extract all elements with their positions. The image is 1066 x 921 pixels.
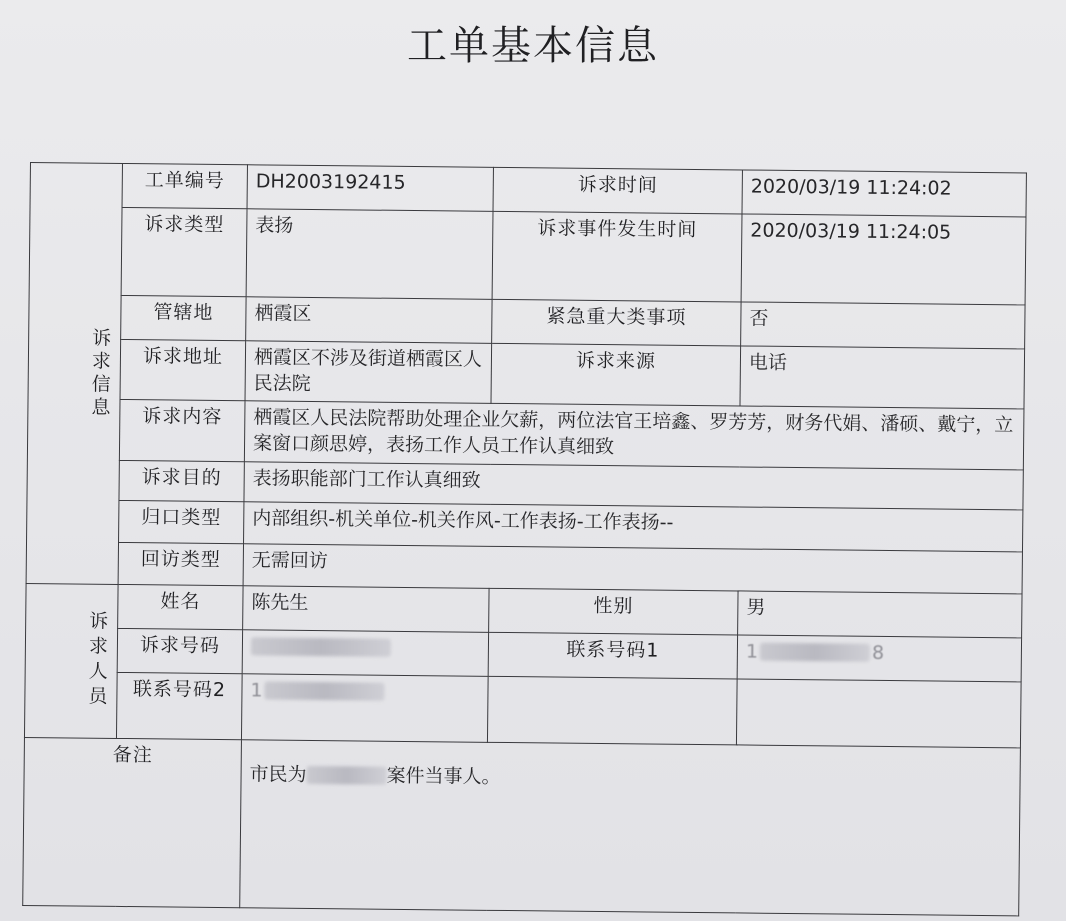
contact1-label: 联系号码1 (488, 632, 737, 679)
gender-label: 性别 (489, 588, 738, 635)
name-label: 姓名 (118, 584, 243, 629)
contact2-label: 联系号码2 (116, 672, 242, 739)
redacted-phone (251, 637, 391, 656)
section-requester: 诉求人员 (24, 583, 118, 738)
request-type-label: 诉求类型 (121, 207, 247, 296)
request-time-value: 2020/03/19 11:24:02 (742, 170, 1026, 217)
purpose-label: 诉求目的 (119, 460, 244, 501)
empty-cell (736, 678, 1021, 747)
jurisdiction-value: 栖霞区 (246, 297, 492, 344)
category-value: 内部组织-机关单位-机关作风-工作表扬-工作表扬-- (244, 501, 1023, 551)
address-label: 诉求地址 (120, 339, 246, 401)
urgent-value: 否 (741, 302, 1025, 349)
contact1-first-digit: 1 (745, 640, 759, 663)
event-time-value: 2020/03/19 11:24:05 (741, 214, 1026, 305)
remark-prefix: 市民为 (249, 762, 307, 786)
redacted-name (307, 766, 387, 785)
redacted-phone (264, 682, 384, 701)
work-order-table (22, 162, 1027, 916)
document-title: 工单基本信息 (407, 23, 659, 69)
source-value: 电话 (740, 346, 1025, 409)
event-time-label: 诉求事件发生时间 (492, 211, 742, 302)
order-no-value: DH2003192415 (247, 165, 493, 212)
redacted-phone (760, 643, 870, 662)
empty-cell (487, 676, 737, 745)
contact2-first-digit: 1 (250, 678, 263, 702)
request-type-value: 表扬 (246, 209, 493, 300)
section-request-info: 诉求信息 (26, 163, 122, 585)
source-label: 诉求来源 (491, 343, 741, 406)
name-value: 陈先生 (243, 585, 489, 632)
contact2-value (241, 673, 488, 742)
req-phone-label: 诉求号码 (117, 628, 242, 673)
remark-suffix: 案件当事人。 (386, 764, 501, 788)
content-value: 栖霞区人民法院帮助处理企业欠薪，两位法官王培鑫、罗芳芳，财务代娟、潘硕、戴宁，立案窗口颜思婷，表扬工作人员工作认真细致 (244, 401, 1024, 469)
remark-value (240, 739, 1021, 915)
address-value: 栖霞区不涉及街道栖霞区人民法院 (245, 341, 492, 404)
purpose-value: 表扬职能部门工作认真细致 (244, 461, 1023, 509)
followup-value: 无需回访 (243, 543, 1022, 593)
request-time-label: 诉求时间 (493, 167, 742, 214)
urgent-label: 紧急重大类事项 (492, 299, 741, 346)
gender-value: 男 (738, 591, 1022, 638)
content-label: 诉求内容 (119, 400, 245, 462)
jurisdiction-label: 管辖地 (121, 295, 246, 340)
order-no-label: 工单编号 (122, 163, 247, 208)
req-phone-value (242, 629, 488, 676)
category-label: 归口类型 (119, 500, 244, 543)
contact1-last-digit: 8 (871, 641, 885, 664)
followup-label: 回访类型 (118, 542, 243, 585)
remark-label: 备注 (23, 737, 242, 907)
contact1-value (737, 634, 1021, 681)
